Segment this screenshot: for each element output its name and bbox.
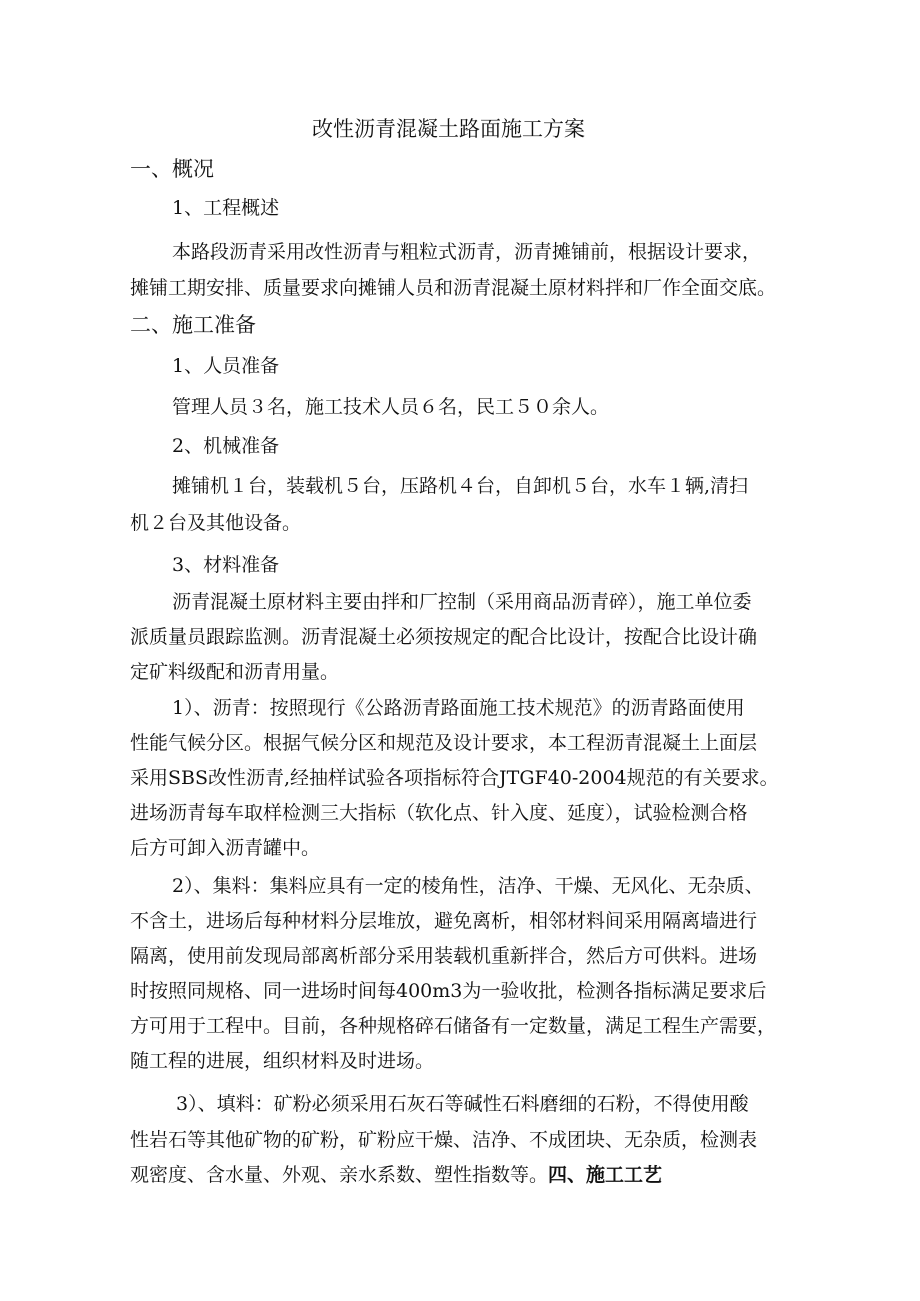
- paragraph-line: 1）、沥青：按照现行《公路沥青路面施工技术规范》的沥青路面使用: [172, 697, 745, 719]
- subsection-personnel-heading: 1、人员准备: [172, 355, 280, 377]
- paragraph-line: 随工程的进展，组织材料及时进场。: [130, 1050, 435, 1072]
- paragraph-line: 定矿料级配和沥青用量。: [130, 661, 340, 683]
- paragraph-line: 隔离，使用前发现局部离析部分采用装载机重新拌合，然后方可供料。进场: [130, 945, 758, 967]
- paragraph-line: 后方可卸入沥青罐中。: [130, 837, 321, 859]
- section-2-heading: 二、施工准备: [130, 313, 256, 337]
- paragraph-line: 性能气候分区。根据气候分区和规范及设计要求，本工程沥青混凝土上面层: [130, 732, 758, 754]
- paragraph-line: 方可用于工程中。目前，各种规格碎石储备有一定数量，满足工程生产需要，: [130, 1015, 777, 1037]
- paragraph-line: 3）、填料：矿粉必须采用石灰石等碱性石料磨细的石粉，不得使用酸: [176, 1093, 749, 1115]
- subsection-project-overview-heading: 1、工程概述: [172, 197, 280, 219]
- paragraph-line-with-heading: [130, 1163, 662, 1187]
- document-title: 改性沥青混凝土路面施工方案: [312, 117, 585, 141]
- paragraph-line: 机２台及其他设备。: [130, 512, 302, 534]
- paragraph-line: 时按照同规格、同一进场时间每400m3为一验收批，检测各指标满足要求后: [130, 980, 767, 1002]
- paragraph-text: 观密度、含水量、外观、亲水系数、塑性指数等。: [130, 1164, 549, 1186]
- paragraph-line: 摊铺机１台，装载机５台，压路机４台，自卸机５台，水车１辆,清扫: [172, 475, 749, 497]
- section-4-heading: 四、施工工艺: [548, 1164, 663, 1186]
- paragraph-line: 2）、集料：集料应具有一定的棱角性，洁净、干燥、无风化、无杂质、: [172, 875, 764, 897]
- subsection-materials-heading: 3、材料准备: [172, 554, 280, 576]
- paragraph-line: 性岩石等其他矿物的矿粉，矿粉应干燥、洁净、不成团块、无杂质，检测表: [130, 1129, 758, 1151]
- paragraph-line: 进场沥青每车取样检测三大指标（软化点、针入度、延度），试验检测合格: [130, 802, 748, 824]
- subsection-machinery-heading: 2、机械准备: [172, 435, 280, 457]
- paragraph-line: 摊铺工期安排、质量要求向摊铺人员和沥青混凝土原材料拌和厂作全面交底。: [130, 277, 777, 299]
- paragraph-line: 不含土，进场后每种材料分层堆放，避免离析，相邻材料间采用隔离墙进行: [130, 910, 758, 932]
- paragraph-line: 派质量员跟踪监测。沥青混凝土必须按规定的配合比设计，按配合比设计确: [130, 626, 758, 648]
- paragraph-line: 采用SBS改性沥青,经抽样试验各项指标符合JTGF40-2004规范的有关要求。: [130, 767, 779, 789]
- paragraph-line: 本路段沥青采用改性沥青与粗粒式沥青，沥青摊铺前，根据设计要求，: [172, 241, 762, 263]
- section-1-heading: 一、概况: [130, 157, 214, 181]
- paragraph-line: 沥青混凝土原材料主要由拌和厂控制（采用商品沥青碎），施工单位委: [172, 591, 752, 613]
- paragraph-line: 管理人员３名，施工技术人员６名，民工５０余人。: [172, 396, 610, 418]
